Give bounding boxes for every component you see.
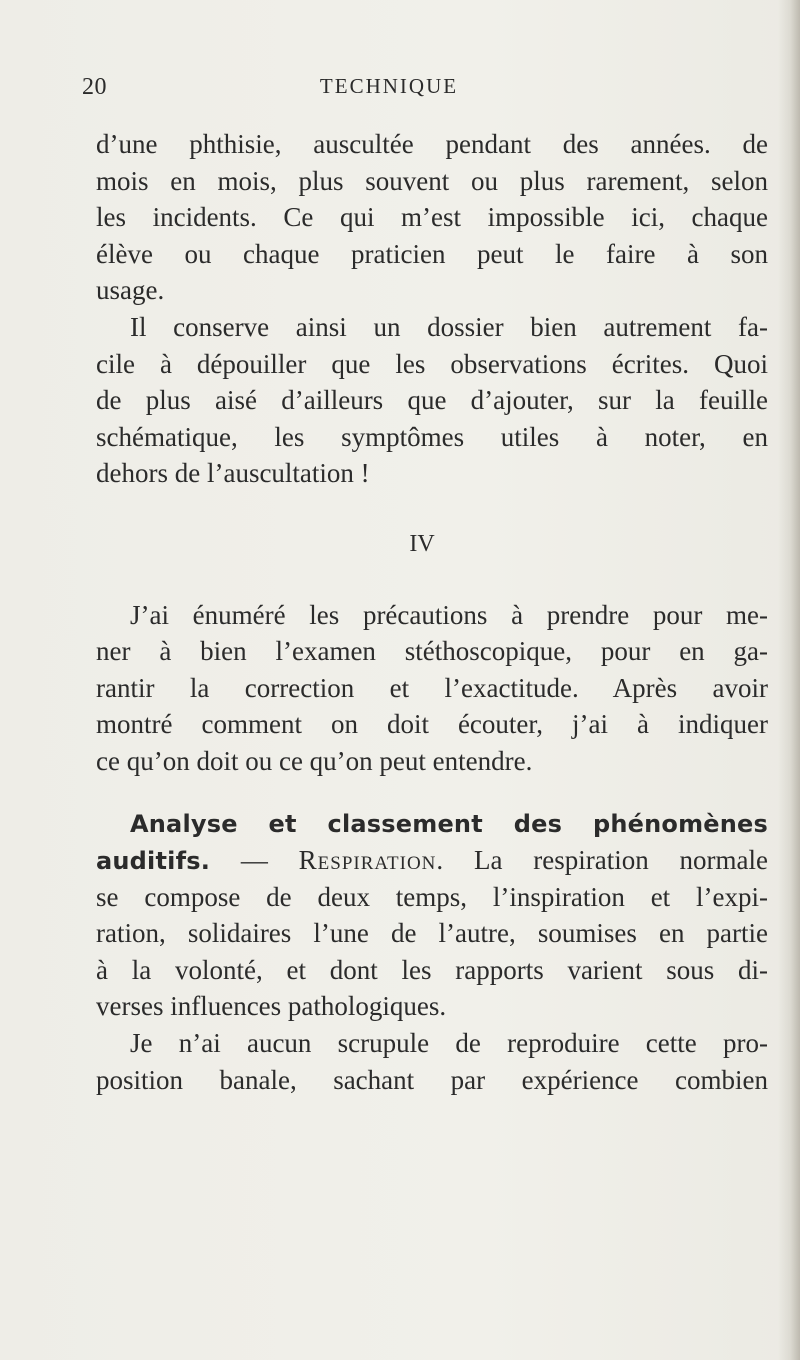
body-text (96, 126, 768, 1098)
page-edge-shadow (778, 0, 800, 1360)
section-heading: Analyse et classement des phénomènes (130, 809, 768, 838)
text-line: à la volonté, et dont les rapports varient sous di- (96, 954, 768, 985)
text-line: ce qu’on doit ou ce qu’on peut entendre. (96, 745, 533, 776)
text-line: Il conserve ainsi un dossier bien autrement fa- (130, 311, 768, 342)
section-number: IV (409, 530, 435, 557)
text-line: d’une phthisie, auscultée pendant des années. de (96, 129, 768, 159)
text-line: élève ou chaque praticien peut le faire à son (96, 238, 768, 269)
text-line: schématique, les symptômes utiles à noter, en (96, 421, 768, 452)
text-line: rantir la correction et l’exactitude. Après avoir (96, 672, 768, 703)
running-title: TECHNIQUE (319, 74, 459, 98)
text-line: Je n’ai aucun scrupule de reproduire cette pro- (130, 1028, 768, 1059)
paragraph-1 (96, 126, 768, 309)
subsection-label: Respiration (298, 845, 437, 876)
em-dash: — (210, 845, 299, 876)
text-line: se compose de deux temps, l’inspiration et l’expi- (96, 881, 768, 912)
paragraph-3 (96, 597, 768, 780)
text-run: . La respiration normale (436, 845, 768, 876)
text-line: verses influences pathologiques. (96, 991, 447, 1022)
text-line: montré comment on doit écouter, j’ai à indiquer (96, 709, 768, 740)
text-line: usage. (96, 275, 165, 306)
paragraph-4 (96, 806, 768, 1026)
text-line: les incidents. Ce qui m’est impossible ici, chaque (96, 202, 768, 233)
text-line (96, 842, 768, 879)
section-heading-end: auditifs. (96, 847, 211, 876)
text-line: dehors de l’auscultation ! (96, 458, 370, 489)
page-header (0, 74, 800, 104)
text-line: ner à bien l’examen stéthoscopique, pour en ga- (96, 636, 768, 667)
text-line: cile à dépouiller que les observations écrites. Quoi (96, 348, 768, 379)
text-line: position banale, sachant par expérience combien (96, 1064, 768, 1095)
paragraph-5 (96, 1025, 768, 1098)
text-line: mois en mois, plus souvent ou plus rarement, selon (96, 165, 768, 196)
text-line: de plus aisé d’ailleurs que d’ajouter, sur la feuille (96, 385, 768, 416)
page-number: 20 (82, 74, 107, 100)
paragraph-gap (96, 780, 768, 806)
paragraph-2 (96, 309, 768, 492)
text-line: J’ai énuméré les précautions à prendre pour me- (130, 599, 768, 630)
text-line: ration, solidaires l’une de l’autre, soumises en partie (96, 918, 768, 949)
